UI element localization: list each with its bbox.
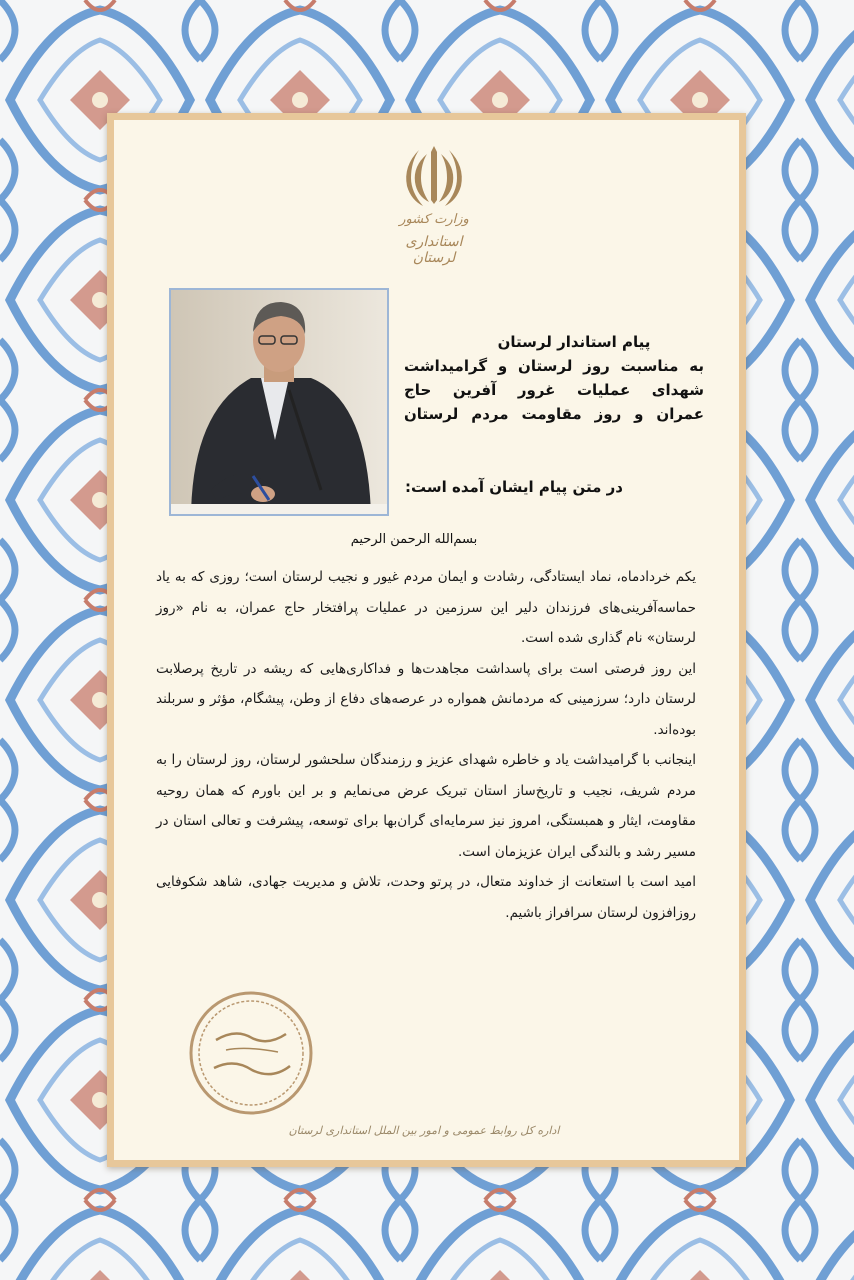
paragraph: اینجانب با گرامیداشت یاد و خاطره شهدای عزیز و رزمندگان سلحشور لرستان، روز لرستان را به مردم شریف، نجیب و تاریخ‌ساز استان تبریک عرض می‌نمایم و بر این باورم که همان روحیه مقاومت، ایثار و همبستگی، امروز نیز سرمایه‌ای گران‌بها برای توسعه، پیشرفت و تعالی استان در مسیر رشد و بالندگی ایران عزیزمان است. xyxy=(156,752,696,860)
headline-line-4: عمران و روز مقاومت مردم لرستان xyxy=(404,405,704,423)
office-label: استانداری لرستان xyxy=(405,234,463,266)
emblem xyxy=(384,142,484,272)
headline xyxy=(404,330,704,426)
message-card xyxy=(107,113,746,1167)
headline-line-1: پیام استاندار لرستان xyxy=(497,333,651,351)
bismillah: بسم‌الله الرحمن الرحیم xyxy=(350,532,478,547)
governor-photo xyxy=(169,288,389,516)
paragraph: امید است با استعانت از خداوند متعال، در پرتو وحدت، تلاش و مدیریت جهادی، شاهد شکوفایی روزافزون لرستان سرافراز باشیم. xyxy=(156,874,696,921)
ministry-label: وزارت کشور xyxy=(399,212,469,227)
message-body xyxy=(156,562,696,928)
intro-text: در متن پیام ایشان آمده است: xyxy=(405,478,623,496)
headline-line-2: به مناسبت روز لرستان و گرامیداشت xyxy=(404,357,704,375)
signature-seal-icon xyxy=(186,988,316,1118)
headline-line-3: شهدای عملیات غرور آفرین حاج xyxy=(404,381,704,399)
paragraph: یکم خردادماه، نماد ایستادگی، رشادت و ایمان مردم غیور و نجیب لرستان است؛ روزی که به یاد حماسه‌آفرینی‌های فرزندان دلیر این سرزمین در عملیات پرافتخار حاج عمران، به نام «روز لرستان» نام گذاری شده است. xyxy=(156,569,696,646)
footer-credit: اداره کل روابط عمومی و امور بین الملل استانداری لرستان xyxy=(288,1124,560,1137)
iran-emblem-icon xyxy=(399,142,469,208)
paragraph: این روز فرصتی است برای پاسداشت مجاهدت‌ها و فداکاری‌هایی که ریشه در تاریخ پرصلابت لرستان دارد؛ سرزمینی که مردمانش همواره در عرصه‌های دفاع از وطن، پیشگام، مؤثر و سربلند بوده‌اند. xyxy=(156,660,696,738)
